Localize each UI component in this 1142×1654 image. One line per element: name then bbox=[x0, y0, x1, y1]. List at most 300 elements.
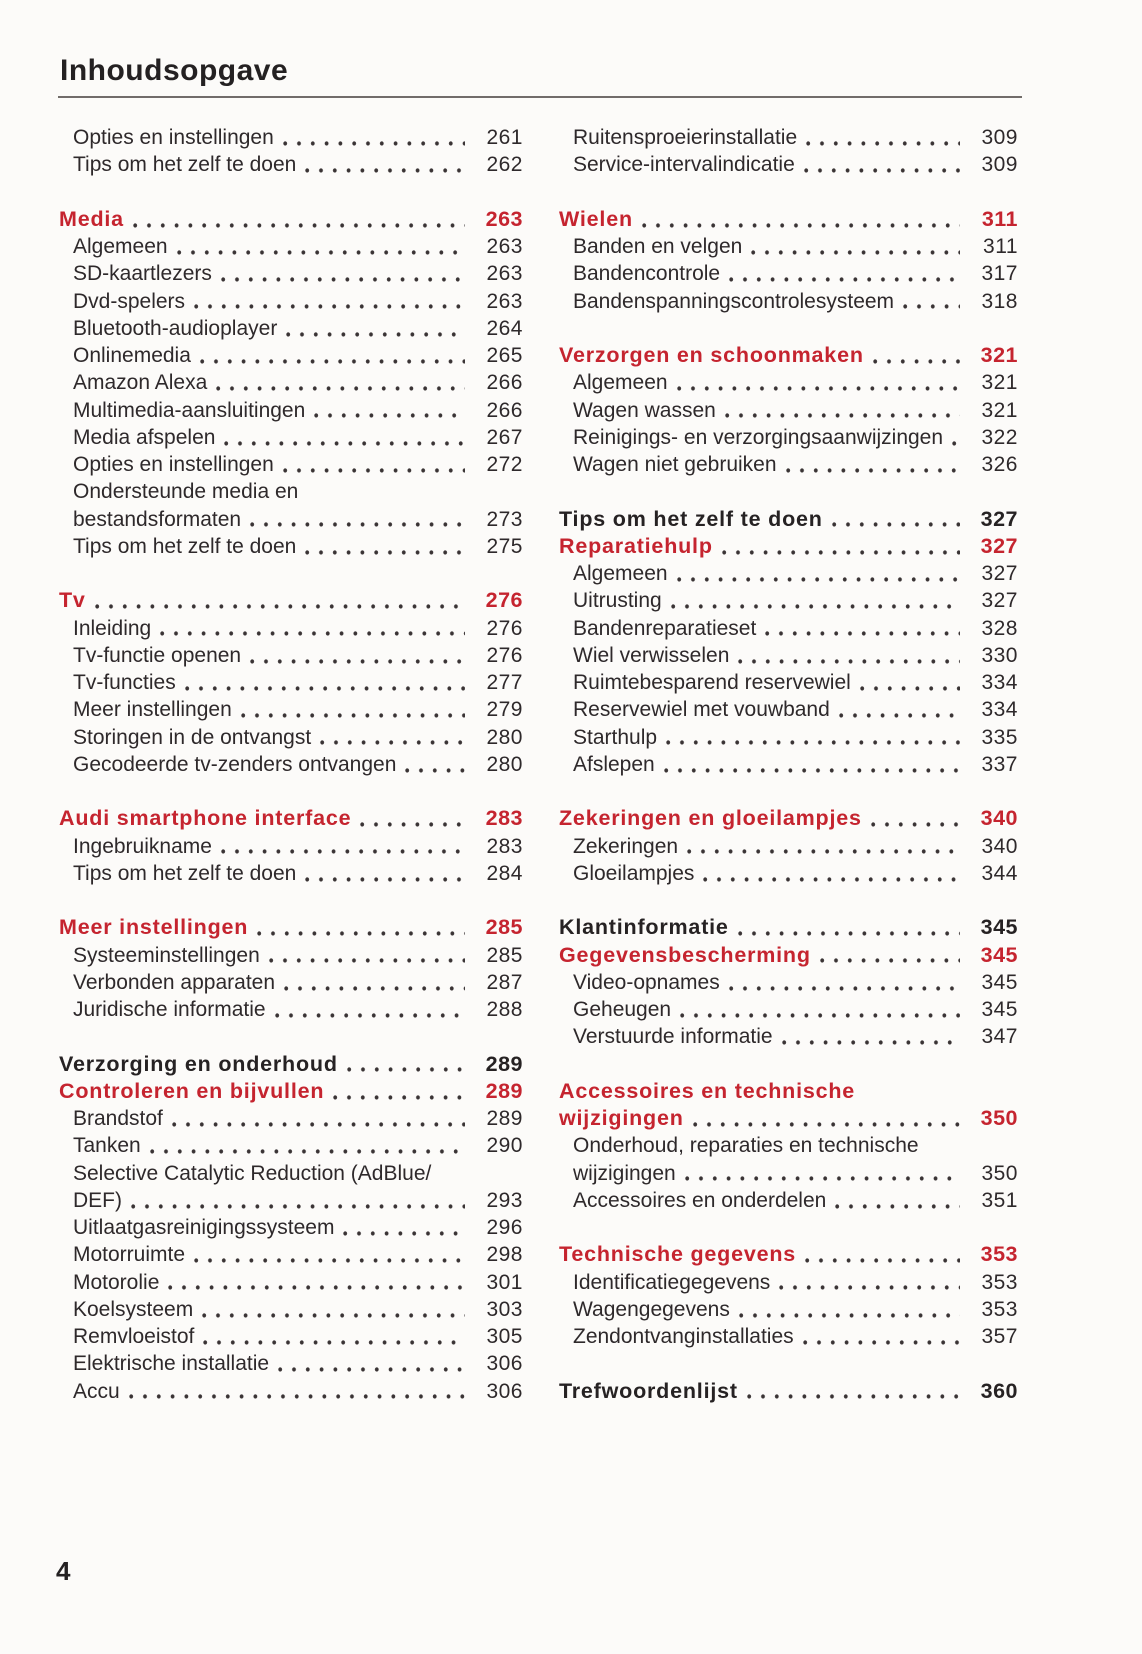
toc-group bbox=[559, 342, 1018, 478]
dot-leader bbox=[239, 696, 465, 723]
toc-entry-page: 276 bbox=[486, 616, 523, 640]
toc-entry-page: 321 bbox=[980, 343, 1018, 367]
toc-entry-page: 263 bbox=[485, 206, 523, 231]
dot-leader bbox=[248, 642, 465, 669]
toc-row bbox=[559, 805, 1018, 832]
toc-entry-label: Media bbox=[59, 206, 124, 231]
toc-entry-label: Trefwoordenlijst bbox=[559, 1378, 738, 1403]
toc-entry-label: Tv bbox=[59, 588, 86, 613]
toc-entry-page: 285 bbox=[486, 943, 523, 967]
toc-entry-label: Wagengegevens bbox=[573, 1297, 730, 1321]
toc-entry-page: 283 bbox=[485, 806, 523, 831]
toc-entry-label: Bluetooth-audioplayer bbox=[73, 316, 278, 340]
toc-entry-label: Reparatiehulp bbox=[559, 533, 713, 558]
toc-entry-page: 276 bbox=[485, 588, 523, 613]
dot-leader bbox=[871, 342, 960, 369]
toc-entry-page: 273 bbox=[486, 507, 523, 531]
toc-row bbox=[559, 1269, 1018, 1296]
toc-entry-page: 265 bbox=[486, 344, 523, 367]
toc-entry-label: Controleren en bijvullen bbox=[59, 1078, 325, 1103]
dot-leader bbox=[737, 1296, 960, 1323]
dot-leader bbox=[801, 1323, 960, 1350]
toc-group bbox=[559, 124, 1018, 179]
toc-entry-page: 264 bbox=[486, 316, 523, 340]
toc-entry-label: Bandencontrole bbox=[573, 262, 721, 286]
toc-entry-page: 262 bbox=[486, 153, 523, 177]
toc-entry-label: DEF) bbox=[73, 1188, 122, 1212]
toc-entry-page: 267 bbox=[486, 425, 523, 449]
dot-leader bbox=[802, 151, 960, 178]
dot-leader bbox=[345, 1051, 465, 1078]
dot-leader bbox=[166, 1269, 465, 1296]
toc-row bbox=[559, 833, 1018, 860]
dot-leader bbox=[282, 969, 465, 996]
toc-entry-page: 280 bbox=[486, 725, 523, 749]
dot-leader bbox=[131, 206, 465, 233]
dot-leader bbox=[803, 1241, 960, 1268]
toc-entry-page: 311 bbox=[981, 206, 1018, 231]
toc-row bbox=[59, 288, 523, 315]
toc-entry-label: Motorolie bbox=[73, 1270, 160, 1294]
toc-entry-page: 279 bbox=[486, 698, 523, 722]
toc-entry-label: Verbonden apparaten bbox=[73, 970, 276, 994]
toc-row bbox=[559, 1078, 1018, 1105]
toc-row bbox=[59, 1350, 523, 1377]
dot-leader bbox=[358, 805, 465, 832]
toc-row bbox=[559, 1023, 1018, 1050]
toc-row bbox=[59, 1132, 523, 1159]
toc-entry-page: 353 bbox=[981, 1270, 1018, 1294]
toc-row bbox=[59, 1105, 523, 1132]
toc-entry-label: Ondersteunde media en bbox=[73, 480, 299, 504]
toc-row bbox=[559, 642, 1018, 669]
toc-entry-label: Reservewiel met vouwband bbox=[573, 698, 830, 722]
toc-row bbox=[59, 996, 523, 1023]
toc-row bbox=[559, 151, 1018, 178]
toc-entry-page: 317 bbox=[981, 262, 1018, 286]
toc-row bbox=[559, 233, 1018, 260]
toc-row bbox=[559, 533, 1018, 560]
toc-row bbox=[59, 315, 523, 342]
toc-entry-label: Verzorgen en schoonmaken bbox=[559, 343, 864, 367]
toc-group bbox=[559, 1241, 1018, 1350]
toc-entry-label: Accessoires en technische bbox=[559, 1078, 856, 1103]
toc-row bbox=[59, 669, 523, 696]
toc-entry-label: Opties en instellingen bbox=[73, 126, 274, 149]
toc-entry-label: Gecodeerde tv-zenders ontvangen bbox=[73, 752, 397, 776]
toc-entry-page: 311 bbox=[983, 235, 1018, 258]
toc-entry-label: Ruimtebesparend reservewiel bbox=[573, 671, 851, 694]
toc-row bbox=[559, 260, 1018, 287]
toc-entry-label: Accessoires en onderdelen bbox=[573, 1188, 827, 1212]
toc-row bbox=[59, 1323, 523, 1350]
toc-entry-page: 289 bbox=[486, 1107, 523, 1130]
toc-entry-page: 321 bbox=[981, 371, 1018, 395]
toc-row bbox=[559, 942, 1018, 969]
dot-leader bbox=[192, 1241, 465, 1268]
toc-entry-page: 347 bbox=[981, 1025, 1018, 1049]
dot-leader bbox=[749, 233, 960, 260]
dot-leader bbox=[701, 860, 960, 887]
toc-entry-label: Tips om het zelf te doen bbox=[73, 534, 297, 558]
toc-entry-page: 327 bbox=[981, 562, 1018, 585]
toc-row bbox=[59, 397, 523, 424]
toc-entry-page: 350 bbox=[981, 1161, 1018, 1185]
toc-entry-page: 357 bbox=[981, 1325, 1018, 1348]
toc-entry-page: 328 bbox=[981, 616, 1018, 640]
toc-entry-page: 334 bbox=[981, 671, 1018, 694]
toc-entry-label: Bandenspanningscontrolesysteem bbox=[573, 289, 895, 313]
dot-leader bbox=[950, 424, 960, 451]
toc-entry-label: Algemeen bbox=[573, 371, 668, 395]
toc-group bbox=[59, 1051, 523, 1405]
toc-entry-label: Algemeen bbox=[73, 235, 168, 258]
toc-row bbox=[59, 860, 523, 887]
toc-group bbox=[559, 506, 1018, 779]
toc-row bbox=[59, 914, 523, 941]
toc-entry-label: Inleiding bbox=[73, 616, 152, 640]
toc-entry-page: 276 bbox=[486, 643, 523, 667]
toc-entry-label: Afslepen bbox=[573, 752, 655, 776]
toc-entry-label: bestandsformaten bbox=[73, 507, 242, 531]
toc-entry-page: 345 bbox=[981, 970, 1018, 994]
toc-column-right bbox=[559, 124, 1018, 1405]
dot-leader bbox=[901, 288, 960, 315]
dot-leader bbox=[777, 1269, 960, 1296]
toc-entry-label: Media afspelen bbox=[73, 425, 216, 449]
toc-entry-page: 296 bbox=[486, 1216, 523, 1239]
toc-entry-page: 353 bbox=[981, 1297, 1018, 1321]
toc-entry-label: Starthulp bbox=[573, 725, 658, 749]
toc-entry-label: Remvloeistof bbox=[73, 1325, 195, 1348]
toc-entry-page: 334 bbox=[981, 698, 1018, 722]
toc-entry-page: 287 bbox=[486, 970, 523, 994]
page-title: Inhoudsopgave bbox=[60, 54, 289, 87]
toc-entry-label: Selective Catalytic Reduction (AdBlue/ bbox=[73, 1161, 432, 1185]
toc-row bbox=[59, 206, 523, 233]
toc-row bbox=[559, 969, 1018, 996]
toc-entry-label: Storingen in de ontvangst bbox=[73, 725, 312, 749]
toc-entry-page: 263 bbox=[486, 289, 523, 313]
toc-entry-label: Algemeen bbox=[573, 562, 668, 585]
dot-leader bbox=[858, 669, 960, 696]
toc-entry-label: Systeeminstellingen bbox=[73, 943, 260, 967]
toc-entry-page: 266 bbox=[486, 398, 523, 422]
toc-entry-page: 340 bbox=[981, 834, 1018, 858]
toc-entry-page: 288 bbox=[486, 998, 523, 1021]
toc-entry-page: 330 bbox=[981, 643, 1018, 667]
toc-entry-page: 327 bbox=[980, 506, 1018, 531]
dot-leader bbox=[818, 942, 960, 969]
toc-entry-page: 306 bbox=[486, 1379, 523, 1403]
dot-leader bbox=[267, 942, 465, 969]
toc-row bbox=[59, 696, 523, 723]
toc-entry-label: Technische gegevens bbox=[559, 1242, 797, 1267]
toc-row bbox=[559, 424, 1018, 451]
toc-row bbox=[559, 288, 1018, 315]
dot-leader bbox=[281, 451, 465, 478]
toc-group bbox=[59, 206, 523, 560]
toc-entry-page: 345 bbox=[980, 915, 1018, 940]
toc-entry-label: Geheugen bbox=[573, 998, 672, 1021]
toc-entry-label: SD-kaartlezers bbox=[73, 262, 212, 286]
toc-row bbox=[59, 342, 523, 369]
dot-leader bbox=[669, 587, 960, 614]
toc-row bbox=[59, 615, 523, 642]
toc-entry-page: 289 bbox=[485, 1051, 523, 1076]
toc-entry-label: Multimedia-aansluitingen bbox=[73, 398, 306, 422]
toc-row bbox=[559, 914, 1018, 941]
toc-entry-page: 360 bbox=[980, 1378, 1018, 1403]
page-number: 4 bbox=[56, 1556, 71, 1586]
toc-row bbox=[559, 669, 1018, 696]
toc-entry-page: 293 bbox=[486, 1188, 523, 1212]
dot-leader bbox=[736, 642, 960, 669]
toc-row bbox=[559, 860, 1018, 887]
toc-entry-label: Elektrische installatie bbox=[73, 1352, 270, 1376]
dot-leader bbox=[248, 506, 465, 533]
toc-entry-page: 345 bbox=[980, 942, 1018, 967]
toc-entry-label: Zekeringen bbox=[573, 834, 679, 858]
toc-entry-label: Tips om het zelf te doen bbox=[73, 153, 297, 177]
toc-entry-label: Verzorging en onderhoud bbox=[59, 1051, 338, 1076]
toc-entry-page: 327 bbox=[981, 589, 1018, 613]
toc-row bbox=[559, 996, 1018, 1023]
dot-leader bbox=[192, 288, 465, 315]
toc-entry-label: Wielen bbox=[559, 206, 633, 231]
toc-row bbox=[59, 1378, 523, 1405]
toc-row bbox=[559, 1160, 1018, 1187]
toc-entry-label: Accu bbox=[73, 1379, 120, 1403]
dot-leader bbox=[763, 615, 960, 642]
toc-entry-label: Tips om het zelf te doen bbox=[559, 506, 823, 531]
toc-entry-page: 306 bbox=[486, 1352, 523, 1376]
toc-entry-label: Wagen niet gebruiken bbox=[573, 453, 777, 476]
dot-leader bbox=[691, 1105, 960, 1132]
dot-leader bbox=[219, 833, 465, 860]
toc-group bbox=[559, 1078, 1018, 1214]
toc-entry-label: Meer instellingen bbox=[73, 698, 232, 722]
toc-group bbox=[559, 206, 1018, 315]
dot-leader bbox=[183, 669, 465, 696]
toc-row bbox=[559, 206, 1018, 233]
toc-entry-page: 318 bbox=[981, 289, 1018, 313]
toc-entry-label: Audi smartphone interface bbox=[59, 806, 352, 831]
dot-leader bbox=[784, 451, 960, 478]
toc-entry-label: Gegevensbescherming bbox=[559, 942, 811, 967]
toc-entry-label: Meer instellingen bbox=[59, 915, 249, 940]
toc-entry-page: 298 bbox=[486, 1243, 523, 1267]
toc-entry-label: Identificatiegegevens bbox=[573, 1270, 771, 1294]
dot-leader bbox=[273, 996, 465, 1023]
toc-entry-page: 285 bbox=[485, 915, 523, 940]
toc-group bbox=[559, 914, 1018, 1050]
title-divider bbox=[58, 96, 1022, 98]
toc-entry-page: 272 bbox=[486, 453, 523, 476]
toc-group bbox=[59, 914, 523, 1023]
toc-entry-page: 263 bbox=[486, 235, 523, 258]
toc-entry-label: wijzigingen bbox=[559, 1106, 684, 1130]
dot-leader bbox=[175, 233, 465, 260]
toc-entry-label: Koelsysteem bbox=[73, 1297, 194, 1321]
toc-entry-page: 275 bbox=[486, 534, 523, 558]
toc-entry-label: Opties en instellingen bbox=[73, 453, 274, 476]
dot-leader bbox=[303, 533, 465, 560]
toc-entry-label: Zekeringen en gloeilampjes bbox=[559, 806, 862, 831]
toc-group bbox=[559, 805, 1018, 887]
dot-leader bbox=[281, 124, 465, 151]
toc-row bbox=[59, 233, 523, 260]
toc-entry-label: Tanken bbox=[73, 1134, 141, 1158]
toc-entry-page: 337 bbox=[981, 752, 1018, 776]
toc-row bbox=[59, 124, 523, 151]
dot-leader bbox=[341, 1214, 465, 1241]
toc-entry-page: 309 bbox=[981, 153, 1018, 177]
toc-row bbox=[59, 424, 523, 451]
toc-row bbox=[59, 724, 523, 751]
toc-entry-page: 327 bbox=[980, 533, 1018, 558]
toc-entry-label: Bandenreparatieset bbox=[573, 616, 757, 640]
dot-leader bbox=[331, 1078, 465, 1105]
toc-entry-label: Verstuurde informatie bbox=[573, 1025, 773, 1049]
dot-leader bbox=[222, 424, 465, 451]
toc-row bbox=[559, 1296, 1018, 1323]
toc-row bbox=[559, 342, 1018, 369]
toc-entry-label: Ingebruikname bbox=[73, 834, 212, 858]
toc-row bbox=[59, 587, 523, 614]
dot-leader bbox=[201, 1323, 465, 1350]
toc-row bbox=[59, 506, 523, 533]
toc-entry-page: 340 bbox=[980, 806, 1018, 831]
toc-entry-page: 280 bbox=[486, 752, 523, 776]
toc-row bbox=[559, 1378, 1018, 1405]
dot-leader bbox=[683, 1160, 960, 1187]
dot-leader bbox=[318, 724, 465, 751]
toc-entry-label: Tv-functie openen bbox=[73, 643, 242, 667]
toc-entry-label: Reinigings- en verzorgingsaanwijzingen bbox=[573, 425, 944, 449]
toc-row bbox=[559, 1187, 1018, 1214]
toc-entry-page: 351 bbox=[981, 1188, 1018, 1212]
toc-row bbox=[559, 124, 1018, 151]
toc-entry-page: 289 bbox=[485, 1078, 523, 1103]
dot-leader bbox=[662, 751, 960, 778]
dot-leader bbox=[804, 124, 960, 151]
toc-group bbox=[59, 124, 523, 179]
dot-leader bbox=[303, 151, 465, 178]
toc-entry-label: Onderhoud, reparaties en technische bbox=[573, 1134, 919, 1158]
toc-row bbox=[559, 1132, 1018, 1159]
dot-leader bbox=[745, 1378, 960, 1405]
toc-entry-label: Klantinformatie bbox=[559, 915, 729, 940]
toc-entry-page: 261 bbox=[486, 126, 523, 149]
toc-row bbox=[59, 451, 523, 478]
toc-row bbox=[59, 942, 523, 969]
dot-leader bbox=[255, 914, 465, 941]
toc-entry-page: 309 bbox=[981, 126, 1018, 149]
toc-entry-page: 283 bbox=[486, 834, 523, 858]
toc-entry-label: Wagen wassen bbox=[573, 398, 716, 422]
toc-entry-page: 266 bbox=[486, 371, 523, 395]
toc-row bbox=[559, 560, 1018, 587]
toc-entry-label: Dvd-spelers bbox=[73, 289, 186, 313]
dot-leader bbox=[148, 1132, 465, 1159]
toc-entry-label: Video-opnames bbox=[573, 970, 720, 994]
toc-group bbox=[559, 1378, 1018, 1405]
dot-leader bbox=[214, 369, 465, 396]
toc-row bbox=[59, 1051, 523, 1078]
toc-entry-page: 345 bbox=[981, 998, 1018, 1021]
dot-leader bbox=[675, 560, 960, 587]
dot-leader bbox=[276, 1350, 465, 1377]
toc-entry-page: 303 bbox=[486, 1297, 523, 1321]
toc-row bbox=[59, 1214, 523, 1241]
toc-row bbox=[559, 724, 1018, 751]
toc-row bbox=[59, 151, 523, 178]
toc-row bbox=[59, 969, 523, 996]
toc-entry-label: Uitlaatgasreinigingssysteem bbox=[73, 1216, 335, 1239]
toc-entry-label: Juridische informatie bbox=[73, 998, 266, 1021]
toc-entry-label: Onlinemedia bbox=[73, 344, 191, 367]
toc-row bbox=[59, 642, 523, 669]
toc-row bbox=[59, 1241, 523, 1268]
dot-leader bbox=[723, 397, 960, 424]
toc-row bbox=[559, 1323, 1018, 1350]
toc-entry-label: Banden en velgen bbox=[573, 235, 743, 258]
toc-entry-label: Service-intervalindicatie bbox=[573, 153, 795, 177]
toc-group bbox=[59, 587, 523, 778]
dot-leader bbox=[129, 1187, 465, 1214]
dot-leader bbox=[736, 914, 960, 941]
toc-row bbox=[559, 696, 1018, 723]
toc-row bbox=[59, 1160, 523, 1187]
dot-leader bbox=[720, 533, 960, 560]
toc-row bbox=[559, 615, 1018, 642]
toc-row bbox=[559, 1241, 1018, 1268]
toc-entry-page: 335 bbox=[981, 725, 1018, 749]
toc-entry-page: 350 bbox=[980, 1106, 1018, 1130]
dot-leader bbox=[685, 833, 960, 860]
toc-entry-page: 263 bbox=[486, 262, 523, 286]
toc-entry-page: 322 bbox=[981, 425, 1018, 449]
toc-entry-label: wijzigingen bbox=[573, 1161, 676, 1185]
toc-row bbox=[559, 506, 1018, 533]
toc-row bbox=[59, 1078, 523, 1105]
toc-entry-label: Tv-functies bbox=[73, 671, 176, 694]
toc-entry-page: 353 bbox=[980, 1242, 1018, 1267]
dot-leader bbox=[200, 1296, 465, 1323]
toc-entry-label: Uitrusting bbox=[573, 589, 662, 613]
dot-leader bbox=[833, 1187, 960, 1214]
dot-leader bbox=[837, 696, 960, 723]
toc-entry-label: Gloeilampjes bbox=[573, 861, 695, 885]
toc-entry-label: Ruitensproeierinstallatie bbox=[573, 126, 798, 149]
dot-leader bbox=[869, 805, 960, 832]
toc-entry-page: 321 bbox=[981, 398, 1018, 422]
toc-entry-label: Zendontvanginstallaties bbox=[573, 1325, 794, 1348]
dot-leader bbox=[170, 1105, 465, 1132]
toc-entry-label: Amazon Alexa bbox=[73, 371, 208, 395]
toc-entry-page: 284 bbox=[486, 861, 523, 885]
toc-entry-label: Tips om het zelf te doen bbox=[73, 861, 297, 885]
dot-leader bbox=[93, 587, 465, 614]
dot-leader bbox=[640, 206, 960, 233]
toc-row bbox=[59, 805, 523, 832]
dot-leader bbox=[678, 996, 960, 1023]
toc-row bbox=[59, 1269, 523, 1296]
toc-row bbox=[59, 478, 523, 505]
toc-group bbox=[59, 805, 523, 887]
toc-entry-label: Brandstof bbox=[73, 1107, 163, 1130]
